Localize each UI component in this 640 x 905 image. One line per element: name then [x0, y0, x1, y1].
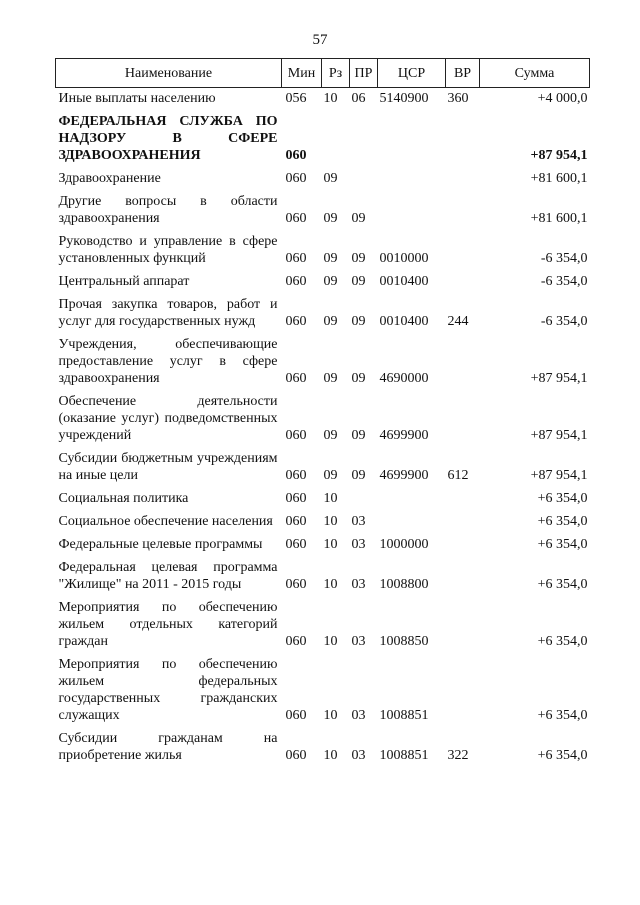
row-rz: 09 — [323, 171, 338, 186]
row-vr — [446, 593, 480, 650]
row-pr: 03 — [351, 514, 366, 529]
header-pr: ПР — [350, 59, 378, 88]
row-pr: 03 — [351, 634, 366, 649]
row-min: 060 — [285, 748, 307, 763]
row-csr: 0010400 — [379, 314, 429, 329]
row-rz: 09 — [323, 428, 338, 443]
row-vr — [446, 267, 480, 290]
row-min: 060 — [285, 148, 307, 163]
row-sum: +87 954,1 — [530, 371, 588, 386]
table-row — [56, 330, 590, 387]
row-vr — [446, 330, 480, 387]
row-name: Федеральная целевая программа "Жилище" на 2011 - 2015 годы — [58, 560, 278, 592]
row-name: Иные выплаты населению — [58, 91, 216, 106]
table-row — [56, 290, 590, 330]
row-vr: 612 — [447, 468, 469, 483]
row-pr — [350, 107, 378, 164]
row-rz: 09 — [323, 314, 338, 329]
page-number: 57 — [312, 32, 328, 48]
row-name: Другие вопросы в области здравоохранения — [58, 194, 278, 226]
table-header — [56, 59, 590, 88]
row-csr: 0010400 — [379, 274, 429, 289]
row-sum: +6 354,0 — [537, 514, 588, 529]
row-sum: -6 354,0 — [540, 251, 588, 266]
row-pr: 09 — [351, 468, 366, 483]
row-sum: +81 600,1 — [530, 211, 588, 226]
row-rz: 10 — [323, 708, 338, 723]
row-min: 060 — [285, 314, 307, 329]
row-sum: +6 354,0 — [537, 708, 588, 723]
row-rz: 09 — [323, 274, 338, 289]
row-rz — [322, 107, 350, 164]
header-vr: ВР — [446, 59, 480, 88]
row-min: 060 — [285, 428, 307, 443]
row-min: 056 — [285, 91, 307, 106]
row-rz: 10 — [323, 514, 338, 529]
row-csr: 1008851 — [379, 708, 429, 723]
row-sum: +6 354,0 — [537, 491, 588, 506]
row-name: Руководство и управление в сфере установленных функций — [58, 234, 278, 266]
table-row — [56, 593, 590, 650]
row-csr: 1000000 — [379, 537, 429, 552]
table-row — [56, 444, 590, 484]
row-vr — [446, 187, 480, 227]
row-sum: -6 354,0 — [540, 314, 588, 329]
row-min: 060 — [285, 251, 307, 266]
row-name: Субсидии бюджетным учреждениям на иные цели — [58, 451, 278, 483]
header-csr: ЦСР — [378, 59, 446, 88]
row-name: Федеральные целевые программы — [58, 537, 263, 552]
row-csr — [378, 484, 446, 507]
row-csr — [378, 507, 446, 530]
row-pr: 03 — [351, 537, 366, 552]
row-vr — [446, 530, 480, 553]
row-csr — [378, 164, 446, 187]
row-csr: 5140900 — [379, 91, 429, 106]
budget-table — [55, 58, 590, 764]
row-pr — [350, 164, 378, 187]
row-vr — [446, 387, 480, 444]
row-csr: 4690000 — [379, 371, 429, 386]
row-vr — [446, 227, 480, 267]
row-pr: 09 — [351, 251, 366, 266]
row-csr: 0010000 — [379, 251, 429, 266]
row-csr — [378, 107, 446, 164]
row-rz: 10 — [323, 91, 338, 106]
row-min: 060 — [285, 171, 307, 186]
row-csr: 1008800 — [379, 577, 429, 592]
row-sum: +87 954,1 — [530, 428, 588, 443]
row-name: Прочая закупка товаров, работ и услуг для государственных нужд — [58, 297, 278, 329]
row-pr: 09 — [351, 314, 366, 329]
row-name: Мероприятия по обеспечению жильем федеральных государственных гражданских служащих — [58, 657, 278, 723]
row-vr — [446, 484, 480, 507]
header-sum: Сумма — [480, 59, 590, 88]
row-name: Социальное обеспечение населения — [58, 514, 273, 529]
row-min: 060 — [285, 577, 307, 592]
row-min: 060 — [285, 468, 307, 483]
row-pr: 03 — [351, 748, 366, 763]
table-row — [56, 107, 590, 164]
row-pr: 09 — [351, 211, 366, 226]
row-rz: 09 — [323, 211, 338, 226]
row-csr — [378, 187, 446, 227]
row-name: Центральный аппарат — [58, 274, 190, 289]
row-name: Обеспечение деятельности (оказание услуг) подведомственных учреждений — [58, 394, 278, 443]
row-name: Здравоохранение — [58, 171, 161, 186]
row-pr: 09 — [351, 371, 366, 386]
row-pr: 09 — [351, 428, 366, 443]
row-name: Учреждения, обеспечивающие предоставление услуг в сфере здравоохранения — [58, 337, 278, 386]
row-sum: -6 354,0 — [540, 274, 588, 289]
row-min: 060 — [285, 211, 307, 226]
row-sum: +87 954,1 — [530, 148, 588, 163]
table-row — [56, 267, 590, 290]
row-vr — [446, 164, 480, 187]
row-vr: 322 — [447, 748, 469, 763]
row-pr: 09 — [351, 274, 366, 289]
table-body — [56, 88, 590, 765]
row-csr: 4699900 — [379, 468, 429, 483]
row-sum: +87 954,1 — [530, 468, 588, 483]
row-rz: 10 — [323, 577, 338, 592]
row-vr — [446, 507, 480, 530]
row-rz: 09 — [323, 251, 338, 266]
row-pr: 03 — [351, 708, 366, 723]
row-vr — [446, 553, 480, 593]
row-name: ФЕДЕРАЛЬНАЯ СЛУЖБА ПО НАДЗОРУ В СФЕРЕ ЗДРАВООХРАНЕНИЯ — [58, 114, 278, 163]
row-min: 060 — [285, 708, 307, 723]
row-pr: 06 — [351, 91, 366, 106]
row-min: 060 — [285, 514, 307, 529]
table-row — [56, 507, 590, 530]
header-name: Наименование — [56, 59, 282, 88]
table-row — [56, 164, 590, 187]
table-row — [56, 530, 590, 553]
row-sum: +6 354,0 — [537, 577, 588, 592]
row-min: 060 — [285, 634, 307, 649]
row-rz: 10 — [323, 748, 338, 763]
table-row — [56, 553, 590, 593]
row-rz: 09 — [323, 468, 338, 483]
table-row — [56, 227, 590, 267]
row-rz: 10 — [323, 491, 338, 506]
table-row — [56, 387, 590, 444]
row-pr — [350, 484, 378, 507]
row-min: 060 — [285, 491, 307, 506]
row-sum: +6 354,0 — [537, 537, 588, 552]
row-min: 060 — [285, 371, 307, 386]
row-sum: +4 000,0 — [537, 91, 588, 106]
row-rz: 09 — [323, 371, 338, 386]
row-csr: 1008851 — [379, 748, 429, 763]
table-row — [56, 724, 590, 764]
row-rz: 10 — [323, 537, 338, 552]
header-min: Мин — [282, 59, 322, 88]
row-name: Мероприятия по обеспечению жильем отдельных категорий граждан — [58, 600, 278, 649]
table-row — [56, 484, 590, 507]
row-min: 060 — [285, 274, 307, 289]
row-sum: +6 354,0 — [537, 748, 588, 763]
row-csr: 4699900 — [379, 428, 429, 443]
row-vr — [446, 107, 480, 164]
row-sum: +81 600,1 — [530, 171, 588, 186]
table-row — [56, 650, 590, 724]
table-row — [56, 187, 590, 227]
row-min: 060 — [285, 537, 307, 552]
row-name: Социальная политика — [58, 491, 189, 506]
row-sum: +6 354,0 — [537, 634, 588, 649]
row-rz: 10 — [323, 634, 338, 649]
row-vr — [446, 650, 480, 724]
row-vr: 244 — [447, 314, 469, 329]
table-row — [56, 88, 590, 108]
header-rz: Рз — [322, 59, 350, 88]
row-name: Субсидии гражданам на приобретение жилья — [58, 731, 278, 763]
row-csr: 1008850 — [379, 634, 429, 649]
row-pr: 03 — [351, 577, 366, 592]
row-vr: 360 — [447, 91, 469, 106]
